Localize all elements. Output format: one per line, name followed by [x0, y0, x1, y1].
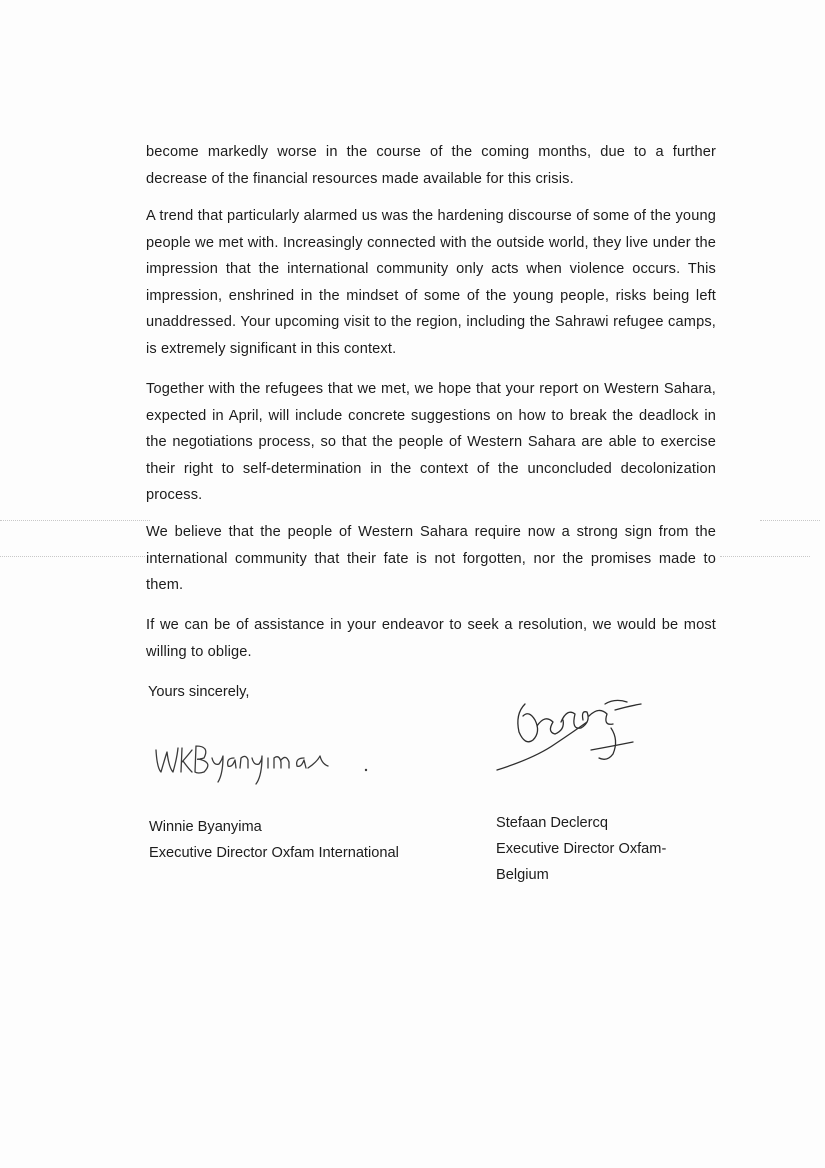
- signature-declercq: [495, 692, 645, 777]
- scan-artifact: [720, 556, 810, 559]
- signatory-name: Stefaan Declercq: [496, 815, 608, 831]
- letter-paragraph: become markedly worse in the course of the coming months, due to a further decrease of the financial resources made available for this crisis.: [146, 144, 716, 187]
- signatory-name: Winnie Byanyima: [149, 819, 262, 835]
- scan-artifact: [0, 556, 145, 559]
- signatory-title: Executive Director Oxfam-Belgium: [496, 841, 667, 883]
- letter-paragraph: A trend that particularly alarmed us was the hardening discourse of some of the young people we met with. Increasingly connected with the outside world, they live under the impression that the international community only acts when violence occurs. This impression, enshrined in the mindset of some of the young people, risks being left unaddressed. Your upcoming visit to the region, including the Sahrawi refugee camps, is extremely significant in this context.: [146, 208, 716, 357]
- letter-paragraph: If we can be of assistance in your endeavor to seek a resolution, we would be most willing to oblige.: [146, 617, 716, 660]
- letter-closing: Yours sincerely,: [148, 684, 250, 700]
- scan-artifact: [760, 520, 820, 523]
- signature-byanyima: [152, 728, 372, 788]
- signatory-title: Executive Director Oxfam International: [149, 845, 399, 861]
- scan-artifact: [0, 520, 150, 523]
- letter-paragraph: Together with the refugees that we met, we hope that your report on Western Sahara, expected in April, will include concrete suggestions on how to break the deadlock in the negotiations process, so that the people of Western Sahara are able to exercise their right to self-determination in the context of the unconcluded decolonization process.: [146, 381, 716, 503]
- letter-paragraph: We believe that the people of Western Sahara require now a strong sign from the international community that their fate is not forgotten, nor the promises made to them.: [146, 524, 716, 593]
